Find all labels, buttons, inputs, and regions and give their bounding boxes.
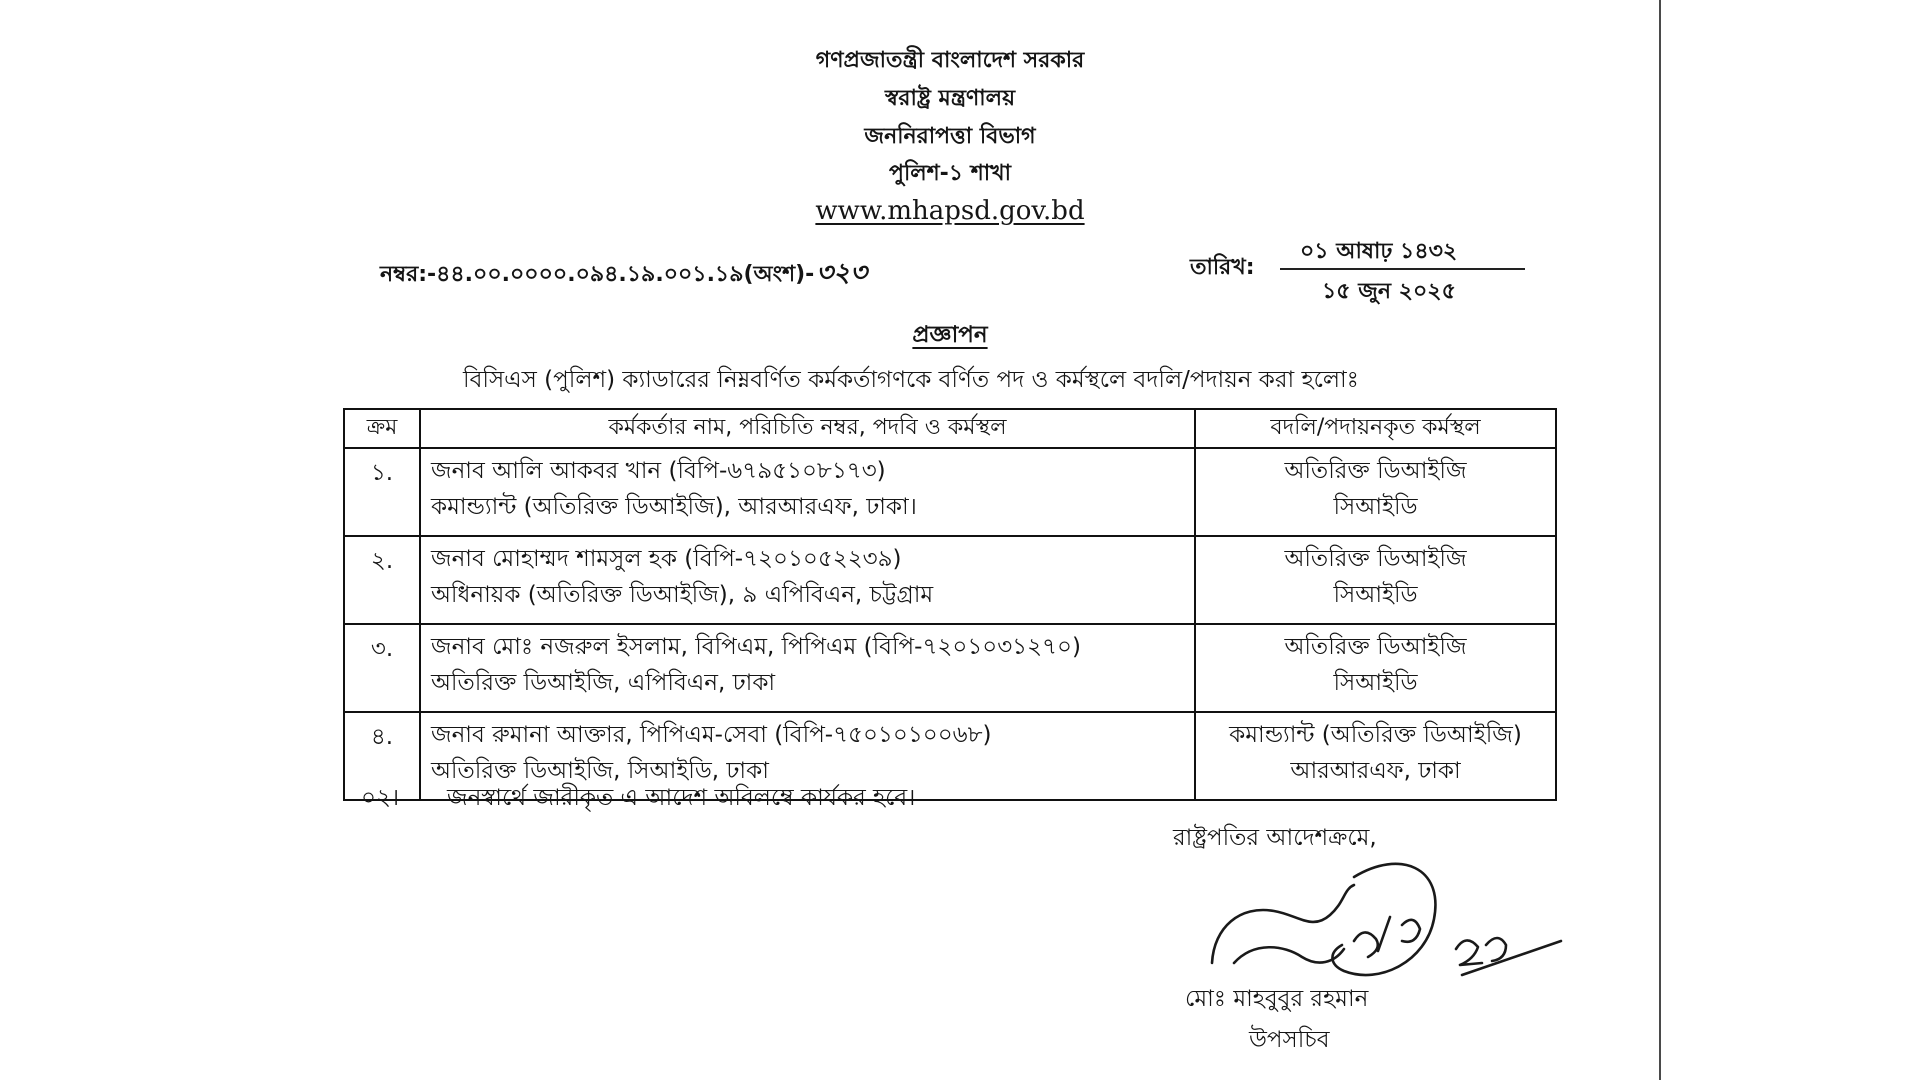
- posting-designation: অতিরিক্ত ডিআইজি: [1284, 458, 1467, 484]
- posting-designation: অতিরিক্ত ডিআইজি: [1284, 634, 1467, 660]
- column-header-officer: কর্মকর্তার নাম, পরিচিতি নম্বর, পদবি ও কর্মস্থল: [420, 409, 1195, 448]
- transfer-table: [343, 408, 1557, 801]
- posting-designation: অতিরিক্ত ডিআইজি: [1284, 546, 1467, 572]
- signatory-designation: উপসচিব: [1249, 1027, 1330, 1053]
- header-website: www.mhapsd.gov.bd: [815, 196, 1085, 226]
- row-officer: [420, 536, 1195, 624]
- table-row: [344, 536, 1556, 624]
- posting-unit: সিআইডি: [1333, 494, 1418, 520]
- row-serial: ৩.: [344, 624, 420, 712]
- handwritten-signature: [1194, 845, 1567, 1005]
- header-government: গণপ্রজাতন্ত্রী বাংলাদেশ সরকার: [815, 48, 1085, 73]
- clause-number: ০২।: [361, 785, 400, 811]
- table-row: [344, 624, 1556, 712]
- row-posting: [1195, 624, 1556, 712]
- officer-name: জনাব রুমানা আক্তার, পিপিএম-সেবা (বিপি-৭৫০১০১০০৬৮): [431, 722, 992, 748]
- row-posting: [1195, 712, 1556, 800]
- memo-number-handwritten: ৩২৩: [816, 258, 867, 288]
- posting-unit: আরআরএফ, ঢাকা: [1290, 758, 1461, 784]
- row-officer: [420, 624, 1195, 712]
- header-ministry: স্বরাষ্ট্র মন্ত্রণালয়: [884, 86, 1016, 111]
- signature-stroke: [1456, 938, 1506, 965]
- signature-stroke: [1234, 947, 1344, 963]
- signatory-name: মোঃ মাহবুবুর রহমান: [1185, 986, 1369, 1012]
- officer-name: জনাব মোহাম্মদ শামসুল হক (বিপি-৭২০১০৫২২৩৯): [431, 546, 902, 572]
- row-serial: ২.: [344, 536, 420, 624]
- signature-stroke: [1354, 917, 1420, 957]
- signature-stroke: [1212, 885, 1354, 963]
- officer-name: জনাব আলি আকবর খান (বিপি-৬৭৯৫১০৮১৭৩): [431, 458, 886, 484]
- date-divider: [1280, 268, 1525, 270]
- memo-number: [380, 258, 867, 290]
- column-header-posting: বদলি/পদায়নকৃত কর্মস্থল: [1195, 409, 1556, 448]
- officer-current-post: অতিরিক্ত ডিআইজি, এপিবিএন, ঢাকা: [431, 670, 776, 696]
- row-posting: [1195, 536, 1556, 624]
- row-posting: [1195, 448, 1556, 536]
- officer-current-post: অতিরিক্ত ডিআইজি, সিআইডি, ঢাকা: [431, 758, 769, 784]
- officer-current-post: অধিনায়ক (অতিরিক্ত ডিআইজি), ৯ এপিবিএন, চট্টগ্রাম: [431, 582, 934, 608]
- posting-unit: সিআইডি: [1333, 670, 1418, 696]
- date-gregorian: ১৫ জুন ২০২৫: [1322, 279, 1456, 304]
- notice-title: প্রজ্ঞাপন: [912, 322, 988, 348]
- posting-designation: কমান্ড্যান্ট (অতিরিক্ত ডিআইজি): [1229, 722, 1522, 748]
- page-edge-divider: [1659, 0, 1661, 1080]
- posting-unit: সিআইডি: [1333, 582, 1418, 608]
- header-division: জননিরাপত্তা বিভাগ: [864, 124, 1036, 149]
- header-branch: পুলিশ-১ শাখা: [889, 161, 1011, 186]
- date-label: তারিখ:: [1190, 255, 1255, 280]
- row-serial: ১.: [344, 448, 420, 536]
- order-of-president: রাষ্ট্রপতির আদেশক্রমে,: [1173, 825, 1377, 851]
- table-row: [344, 448, 1556, 536]
- table-header-row: [344, 409, 1556, 448]
- clause-text: জনস্বার্থে জারীকৃত এ আদেশ অবিলম্বে কার্যকর হবে।: [447, 785, 916, 811]
- signature-stroke: [1332, 864, 1435, 975]
- row-officer: [420, 448, 1195, 536]
- row-serial: ৪.: [344, 712, 420, 800]
- officer-name: জনাব মোঃ নজরুল ইসলাম, বিপিএম, পিপিএম (বিপি-৭২০১০৩১২৭০): [431, 634, 1081, 660]
- notice-intro: বিসিএস (পুলিশ) ক্যাডারের নিম্নবর্ণিত কর্মকর্তাগণকে বর্ণিত পদ ও কর্মস্থলে বদলি/পদায়ন করা হলোঃ: [463, 367, 1359, 393]
- column-header-serial: ক্রম: [344, 409, 420, 448]
- officer-current-post: কমান্ড্যান্ট (অতিরিক্ত ডিআইজি), আরআরএফ, ঢাকা।: [431, 494, 917, 520]
- date-bangla: ০১ আষাঢ় ১৪৩২: [1300, 239, 1458, 264]
- memo-number-printed: নম্বর:-৪৪.০০.০০০০.০৯৪.১৯.০০১.১৯(অংশ)-: [380, 262, 815, 287]
